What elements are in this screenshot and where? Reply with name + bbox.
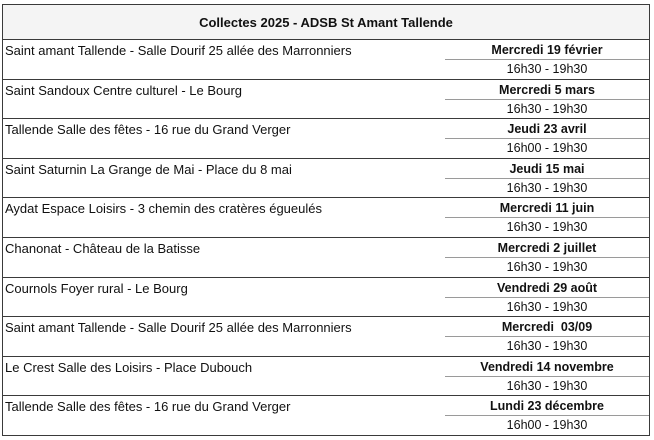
location-cell: Saint amant Tallende - Salle Dourif 25 allée des Marronniers [5,43,352,58]
date-text: Vendredi 29 août [445,278,649,298]
date-text: Vendredi 14 novembre [445,357,649,377]
hours-text: 16h30 - 19h30 [506,101,588,116]
location-cell: Tallende Salle des fêtes - 16 rue du Grand Verger [5,122,291,138]
schedule-cell [445,119,649,158]
table-row [3,317,649,357]
schedule-cell [445,80,649,119]
table-row [3,159,649,199]
date-text: Jeudi 23 avril [445,119,649,139]
hours-text: 16h30 - 19h30 [506,378,588,393]
date-text: Mercredi 11 juin [445,198,649,218]
table-row [3,238,649,278]
collectes-table [2,4,650,436]
table-row [3,80,649,120]
location-cell: Saint amant Tallende - Salle Dourif 25 allée des Marronniers [5,320,352,336]
location-cell: Cournols Foyer rural - Le Bourg [5,280,188,296]
hours-text: 16h30 - 19h30 [506,220,588,235]
hours-text: 16h00 - 19h30 [506,141,588,156]
schedule-cell [445,40,649,79]
location-cell: Saint Saturnin La Grange de Mai - Place du 8 mai [5,161,292,177]
hours-text: 16h30 - 19h30 [506,339,588,354]
date-text: Mercredi 2 juillet [445,238,649,258]
location-cell: Tallende Salle des fêtes - 16 rue du Grand Verger [5,399,291,415]
schedule-cell [445,238,649,277]
schedule-cell [445,198,649,237]
schedule-cell [445,159,649,198]
hours-text: 16h30 - 19h30 [506,180,588,195]
date-text: Mercredi 03/09 [445,317,649,337]
table-row [3,119,649,159]
location-cell: Le Crest Salle des Loisirs - Place Dubouch [5,359,253,375]
schedule-cell [445,396,649,436]
table-row [3,357,649,397]
schedule-cell [445,278,649,317]
schedule-cell [445,357,649,396]
date-text: Mercredi 19 février [445,40,649,60]
schedule-cell [445,317,649,356]
table-row [3,40,649,80]
table-row [3,396,649,436]
table-title: Collectes 2025 - ADSB St Amant Tallende [3,5,649,40]
location-cell: Chanonat - Château de la Batisse [5,240,201,256]
hours-text: 16h30 - 19h30 [506,299,588,314]
table-row [3,278,649,318]
date-text: Mercredi 5 mars [445,80,649,100]
location-cell: Aydat Espace Loisirs - 3 chemin des cratères égueulés [5,201,322,217]
location-cell: Saint Sandoux Centre culturel - Le Bourg [5,82,243,98]
table-row [3,198,649,238]
hours-text: 16h30 - 19h30 [506,259,588,274]
hours-text: 16h30 - 19h30 [506,62,588,76]
hours-text: 16h00 - 19h30 [506,418,588,433]
date-text: Lundi 23 décembre [445,396,649,416]
date-text: Jeudi 15 mai [445,159,649,179]
